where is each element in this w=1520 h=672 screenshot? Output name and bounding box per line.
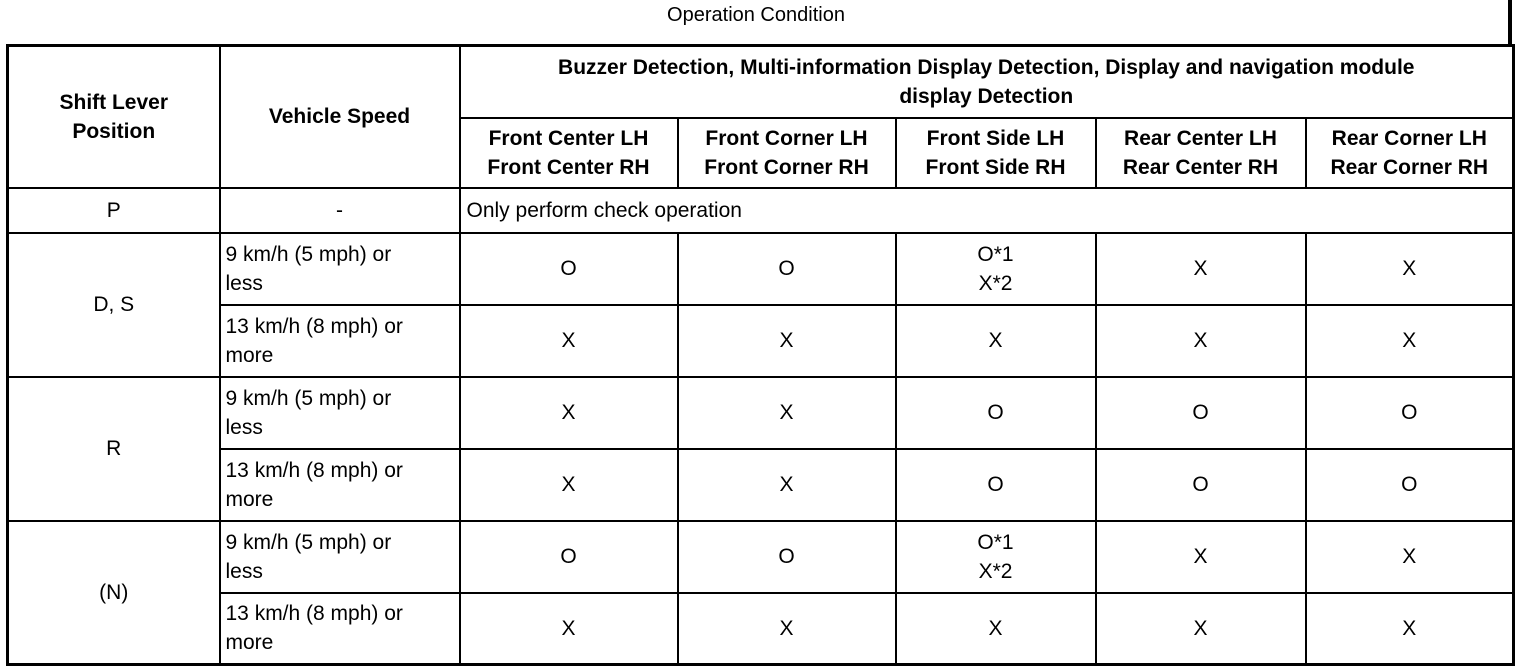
header-front-center-rh: Front Center RH xyxy=(487,155,650,179)
condition-mark: X xyxy=(1193,329,1208,352)
header-front-corner-lh: Front Corner LH xyxy=(705,126,868,150)
table-row xyxy=(8,449,1514,521)
condition-cell xyxy=(896,593,1096,665)
group-rows xyxy=(8,233,1514,665)
header-front-corner-rh: Front Corner RH xyxy=(704,155,869,179)
header-vehicle-speed: Vehicle Speed xyxy=(220,46,460,188)
condition-cell xyxy=(678,233,896,305)
speed-cell xyxy=(220,449,460,521)
speed-line: less xyxy=(225,271,263,295)
condition-mark: O xyxy=(560,545,577,568)
condition-cell xyxy=(460,449,678,521)
condition-cell xyxy=(678,305,896,377)
condition-cell xyxy=(1096,377,1306,449)
speed-line: 13 km/h (8 mph) or xyxy=(225,458,403,482)
condition-mark: X xyxy=(779,473,794,496)
condition-cell xyxy=(1306,377,1514,449)
condition-mark: O*1 xyxy=(977,530,1014,554)
condition-cell xyxy=(896,305,1096,377)
condition-cell xyxy=(896,521,1096,593)
condition-cell xyxy=(460,377,678,449)
condition-mark: X xyxy=(1193,616,1208,640)
condition-mark: X xyxy=(1402,545,1417,568)
header-front-side-lh: Front Side LH xyxy=(926,126,1065,150)
condition-mark: X xyxy=(779,329,794,352)
condition-mark: X xyxy=(1193,545,1208,568)
condition-mark: X xyxy=(779,401,794,424)
header-front-corner xyxy=(678,118,896,188)
speed-line: 9 km/h (5 mph) or xyxy=(225,242,392,266)
condition-cell xyxy=(1306,449,1514,521)
header-row-1 xyxy=(8,46,1514,118)
condition-cell xyxy=(678,449,896,521)
header-detection-line-1: Buzzer Detection, Multi-information Display Detection, Display and navigation module xyxy=(558,55,1415,79)
condition-cell xyxy=(1306,305,1514,377)
condition-cell xyxy=(896,233,1096,305)
speed-cell xyxy=(220,593,460,665)
condition-cell xyxy=(1096,233,1306,305)
condition-mark: X xyxy=(561,401,576,424)
speed-cell xyxy=(220,233,460,305)
header-detection-group xyxy=(460,46,1514,118)
condition-cell xyxy=(1096,305,1306,377)
condition-cell xyxy=(460,305,678,377)
position-cell: D, S xyxy=(8,233,220,377)
header-rear-corner xyxy=(1306,118,1514,188)
condition-mark: X xyxy=(1193,257,1208,280)
condition-mark: X xyxy=(988,329,1003,352)
condition-cell xyxy=(460,521,678,593)
condition-cell xyxy=(1306,233,1514,305)
condition-mark: X*2 xyxy=(978,271,1013,295)
header-rear-corner-rh: Rear Corner RH xyxy=(1330,155,1489,179)
condition-mark: O xyxy=(1401,401,1418,424)
table-row xyxy=(8,305,1514,377)
condition-cell xyxy=(678,593,896,665)
speed-cell: - xyxy=(220,188,460,233)
speed-cell xyxy=(220,377,460,449)
condition-cell xyxy=(896,449,1096,521)
condition-mark: X xyxy=(561,473,576,496)
position-cell: (N) xyxy=(8,521,220,665)
row-p xyxy=(8,188,1514,233)
page-title: Operation Condition xyxy=(667,4,845,26)
condition-mark: X xyxy=(561,329,576,352)
header-shift-lever-line-1: Shift Lever xyxy=(59,90,169,114)
condition-mark: O xyxy=(1401,473,1418,496)
condition-mark: O xyxy=(778,545,795,568)
header-rear-center-lh: Rear Center LH xyxy=(1124,126,1277,150)
condition-cell xyxy=(460,233,678,305)
header-shift-lever-position xyxy=(8,46,220,188)
condition-mark: O xyxy=(1192,473,1209,496)
speed-line: less xyxy=(225,415,263,439)
header-front-side xyxy=(896,118,1096,188)
speed-line: 13 km/h (8 mph) or xyxy=(225,314,403,338)
table-row xyxy=(8,521,1514,593)
header-front-side-rh: Front Side RH xyxy=(925,155,1066,179)
condition-mark: O xyxy=(560,257,577,280)
speed-cell xyxy=(220,305,460,377)
header-shift-lever-line-2: Position xyxy=(72,119,156,143)
speed-line: more xyxy=(225,631,274,655)
speed-line: 9 km/h (5 mph) or xyxy=(225,386,392,410)
condition-mark: O xyxy=(1192,401,1209,424)
condition-cell xyxy=(678,377,896,449)
header-front-center-lh: Front Center LH xyxy=(488,126,649,150)
condition-cell xyxy=(1306,593,1514,665)
position-cell: R xyxy=(8,377,220,521)
header-rear-center xyxy=(1096,118,1306,188)
speed-line: 9 km/h (5 mph) or xyxy=(225,530,392,554)
condition-mark: X xyxy=(988,616,1003,640)
position-cell: P xyxy=(8,188,220,233)
condition-cell xyxy=(1096,449,1306,521)
condition-mark: O xyxy=(987,401,1004,424)
condition-mark: O xyxy=(778,257,795,280)
condition-cell xyxy=(896,377,1096,449)
condition-mark: X xyxy=(1402,257,1417,280)
condition-mark: X*2 xyxy=(978,559,1013,583)
header-front-center xyxy=(460,118,678,188)
speed-line: more xyxy=(225,343,274,367)
condition-mark: O xyxy=(987,473,1004,496)
condition-cell xyxy=(678,521,896,593)
condition-mark: X xyxy=(561,616,576,640)
operation-condition-table xyxy=(6,44,1515,666)
condition-cell xyxy=(1306,521,1514,593)
condition-cell xyxy=(460,593,678,665)
check-operation-note: Only perform check operation xyxy=(460,188,1514,233)
table-row xyxy=(8,593,1514,665)
condition-cell xyxy=(1096,593,1306,665)
table-row xyxy=(8,233,1514,305)
speed-line: more xyxy=(225,487,274,511)
speed-line: 13 km/h (8 mph) or xyxy=(225,602,403,626)
page-right-rule xyxy=(1508,0,1512,44)
header-rear-center-rh: Rear Center RH xyxy=(1122,155,1279,179)
table-row xyxy=(8,377,1514,449)
condition-mark: X xyxy=(1402,329,1417,352)
speed-line: less xyxy=(225,559,263,583)
condition-mark: X xyxy=(779,616,794,640)
speed-cell xyxy=(220,521,460,593)
condition-cell xyxy=(1096,521,1306,593)
condition-mark: X xyxy=(1402,616,1417,640)
condition-mark: O*1 xyxy=(977,242,1014,266)
header-rear-corner-lh: Rear Corner LH xyxy=(1331,126,1487,150)
header-detection-line-2: display Detection xyxy=(899,84,1074,108)
